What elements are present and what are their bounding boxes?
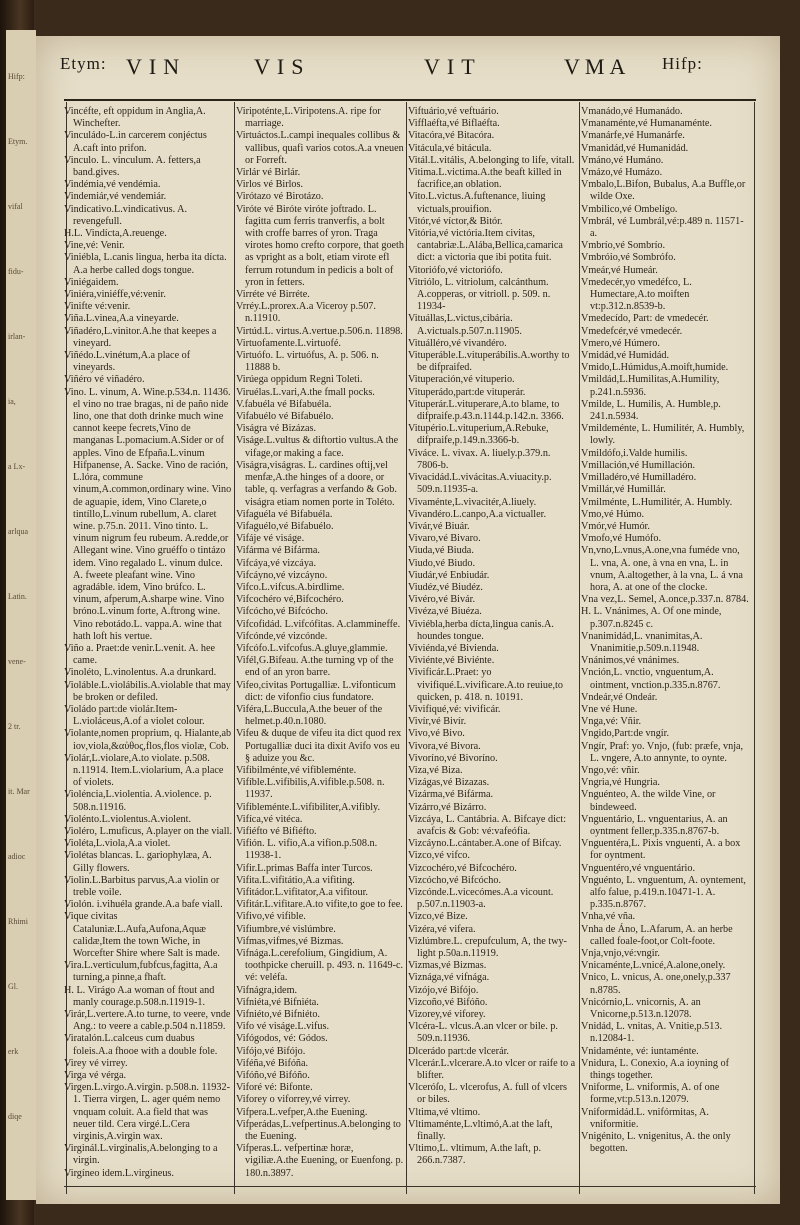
dictionary-entry: Virótazo vé Birotázo. bbox=[236, 191, 324, 203]
dictionary-entry: Vino. L. vinum, A. Wine.p.534.n. 11436. el vino no trae bragas, ni de paño nide lino, one that doth drinke much wine cannot keepe fecrets,Vino de manganas L.pomacium.A.Sider or of apples. Vino de Efpaña.L.vinum Hifpanense, A. Sacke. Vino de ración, L.lóra, commune vinum,A.common,ordinary wine. Vino de aguapie, idem, Vino Clarete,o tintíllo,L.vinum rubellum, A. claret wine. p.75.n. 2011. Vino tinto. L. vinum nigrum feu rubeum. A.redde,or Allegant wine. Vino gruéffo o tintázo idem. Vino regalado L. vinum dulce. A. fweete pleafant wine. Vino agradáble. idem, Vino brúfco. L. vinum, afperum,A.sharpe wine. Vino bróno.L.vinum forte, A.ftrong wine. Vino rebotádo.L. vappa.A. wine that hath loft his vertue. bbox=[64, 386, 232, 642]
dictionary-entry: Vizcochéro,vé Bifcochéro. bbox=[408, 862, 517, 874]
dictionary-entry: Vifpera.L.vefper,A.the Euening. bbox=[236, 1106, 368, 1118]
dictionary-entry: Vmedecér,yo vmedéfco, L. Humectare,A.to moiften vt:p.312.n.8539-b. bbox=[581, 276, 692, 313]
dictionary-entry: Vltimaménte,L.vltimó,A.at the laft, finally. bbox=[408, 1118, 553, 1143]
dictionary-entry: Vifnága.L.cerefolium, Gingidium, A. toothpicke cheruill. p. 493. n. 11649-c. vé: veléfa. bbox=[236, 948, 404, 984]
dictionary-entry: Virlos vé Birlos. bbox=[236, 179, 304, 191]
dictionary-entry: Vizorey,vé viforey. bbox=[408, 1009, 486, 1021]
dictionary-entry: Vniformidád.L. vnifórmitas, A. vniformitie. bbox=[581, 1106, 709, 1130]
dictionary-entry: Vitoriófo,vé victoriófo. bbox=[408, 264, 503, 276]
dictionary-entry: Vifárma vé Bifárma. bbox=[236, 545, 320, 557]
dictionary-entry: Viznága,vé vifnága. bbox=[408, 972, 490, 984]
dictionary-entry: Viuda,vé Biuda. bbox=[408, 545, 474, 557]
dictionary-entry: Vifflaéfta,vé Biflaéfta. bbox=[408, 118, 500, 130]
dictionary-entry: H. L. Vnánimes, A. Of one minde, p.307.n.8245 c. bbox=[581, 606, 722, 630]
previous-page-fragment: irlan- bbox=[8, 332, 26, 341]
dictionary-entry: Vindemiár,vé vendemiár. bbox=[64, 191, 167, 203]
dictionary-entry: Virtuáctos.L.campi inequales collibus & vallibus, quafi varios cotos.A.a vneuen or Forreft. bbox=[236, 130, 404, 166]
dictionary-entry: Vifcáyno,vé vizcáyno. bbox=[236, 569, 328, 581]
dictionary-entry: Vifóño,vé Bifóño. bbox=[236, 1070, 310, 1082]
dictionary-entry: Vmildeménte, L. Humilitér, A. Humbly, lowly. bbox=[581, 423, 745, 447]
dictionary-entry: Vmázo,vé Humázo. bbox=[581, 167, 663, 179]
dictionary-entry: Viniébla, L.canis lingua, herba ita dícta. A.a herbe called dogs tongue. bbox=[64, 252, 227, 276]
dictionary-entry: Vmero,vé Húmero. bbox=[581, 337, 660, 349]
dictionary-entry: Vmido,L.Húmidus,A.moift,humide. bbox=[581, 362, 729, 374]
dictionary-entry: Vnicórnio,L. vnicornis, A. an Vnicorne,p.513.n.12078. bbox=[581, 996, 701, 1021]
dictionary-entry: Vitima.L.victima.A.the beaft killed in facrifice,an oblation. bbox=[408, 167, 562, 191]
column-3 bbox=[408, 106, 576, 1168]
previous-page-fragment: fidu- bbox=[8, 267, 24, 276]
dictionary-entry: Vincéfte, eft oppidum in Anglia,A. Winchefter. bbox=[64, 106, 206, 130]
column-rule bbox=[234, 102, 235, 1194]
dictionary-entry: Viripoténte,L.Viripotens.A. ripe for marriage. bbox=[236, 106, 381, 130]
previous-page-edge bbox=[6, 30, 36, 1200]
dictionary-entry: Vnguénto, L. vnguentum, A. oyntement, alfo falue, p.419.n.10471-1. A. p.335.n.8767. bbox=[581, 874, 746, 911]
dictionary-entry: Vnidura, L. Conexio, A.a ioyning of things together. bbox=[581, 1057, 729, 1082]
dictionary-entry: Viságra,viságras. L. cardines oftij,vel menfæ,A.the hinges of a doore, or table, q. verfagras a verfando & Gob. viságra etiam nomen porte in Toléto. bbox=[236, 459, 397, 508]
dictionary-entry: Vitupério.L.vituperium,A.Rebuke, difpraife,p.149.n.3366-b. bbox=[408, 423, 549, 447]
dictionary-entry: Violénto.L.violentus.A.violent. bbox=[64, 813, 191, 825]
dictionary-entry: Vnidaménte, vé: iuntaménte. bbox=[581, 1045, 699, 1057]
dictionary-entry: Vmbróio,vé Sombrófo. bbox=[581, 252, 676, 264]
dictionary-entry: Vnguentéra,L. Pixis vnguenti, A. a box for oyntment. bbox=[581, 838, 741, 862]
dictionary-entry: Vnicaménte,L.vnicé,A.alone,onely. bbox=[581, 960, 726, 972]
dictionary-entry: Viviébla,herba dícta,lingua canis.A. houndes tongue. bbox=[408, 618, 554, 642]
dictionary-entry: Vinculo. L. vinculum. A. fetters,a band.gives. bbox=[64, 154, 201, 179]
dictionary-entry: Vmillación,vé Humillación. bbox=[581, 459, 696, 471]
dictionary-entry: Vivár,vé Biuár. bbox=[408, 520, 470, 532]
dictionary-entry: Vmáno,vé Humáno. bbox=[581, 154, 664, 166]
dictionary-entry: Vivaménte,L.vivacitér,A.liuely. bbox=[408, 496, 537, 508]
dictionary-entry: Viviénte,vé Biviénte. bbox=[408, 655, 495, 667]
dictionary-entry: Violádo part:de violár.Item-L.violáceus,A.of a violet colour. bbox=[64, 703, 205, 728]
dictionary-entry: Viudéz,vé Biudéz. bbox=[408, 581, 483, 593]
dictionary-entry: Vifógodos, vé: Gódos. bbox=[236, 1033, 328, 1045]
dictionary-entry: Vivora,vé Bivora. bbox=[408, 740, 481, 752]
dictionary-entry: Vmillár,vé Humillár. bbox=[581, 484, 666, 496]
dictionary-entry: Viudo,vé Biudo. bbox=[408, 557, 476, 569]
dictionary-entry: Vmanádo,vé Humanádo. bbox=[581, 106, 683, 117]
dictionary-entry: Vifmas,vifmes,vé Bizmas. bbox=[236, 935, 344, 947]
dictionary-entry: Viftuário,vé veftuário. bbox=[408, 106, 499, 117]
previous-page-fragment: a Lx- bbox=[8, 462, 26, 471]
dictionary-entry: Vifitár.L.vifitare.A.to vifite,to goe to fee. bbox=[236, 899, 403, 911]
dictionary-entry: Vmbrál, vé Lumbrál,vé:p.489 n. 11571-a. bbox=[581, 215, 744, 240]
dictionary-entry: Vngír, Praf: yo. Vnjo, (fub: præfe, vnja, L. vngere, A.to annynte, to oynte. bbox=[581, 740, 744, 764]
dictionary-entry: Violétas blancas. L. gariophylæa, A. Gilly flowers. bbox=[64, 850, 212, 874]
dictionary-entry: Viságra vé Bizázas. bbox=[236, 423, 317, 435]
dictionary-entry: Viniéra,viniéffe,vé:venir. bbox=[64, 289, 166, 301]
dictionary-entry: Vifcócho,vé Bifcócho. bbox=[236, 606, 328, 618]
dictionary-entry: Vngo,vé: vñir. bbox=[581, 764, 640, 776]
dictionary-entry: Vlcéra-L. vlcus.A.an vlcer or bile. p. 509.n.11936. bbox=[408, 1021, 558, 1045]
dictionary-entry: Vituperádo,part:de vituperár. bbox=[408, 386, 526, 398]
dictionary-entry: Vmór,vé Humór. bbox=[581, 520, 650, 532]
dictionary-entry: Viniégaidem. bbox=[64, 276, 119, 288]
dictionary-entry: Vifcófo.L.vifcofus.A.gluye,glammie. bbox=[236, 642, 388, 654]
dictionary-entry: Vivo,vé Bivo. bbox=[408, 728, 465, 740]
dictionary-entry: Vifiumbre,vé vislúmbre. bbox=[236, 923, 336, 935]
dictionary-entry: Vmanárfe,vé Humanárfe. bbox=[581, 130, 685, 142]
dictionary-entry: V.fabuéla vé Bifabuéla. bbox=[236, 398, 332, 410]
dictionary-entry: Vito.L.victus.A.fuftenance, liuing victuals,prouifion. bbox=[408, 191, 546, 215]
dictionary-entry: Vinifte vé:venir. bbox=[64, 301, 131, 313]
dictionary-entry: Vindémia,vé vendémia. bbox=[64, 179, 161, 191]
dictionary-entry: Virúega oppidum Regni Toleti. bbox=[236, 374, 363, 386]
dictionary-entry: Violón. i.vihuéla grande.A.a bafe viall. bbox=[64, 899, 223, 911]
dictionary-entry: Vifir.L.primas Baffa inter Turcos. bbox=[236, 862, 373, 874]
dictionary-entry: Violár,L.violare,A.to violate. p.508. n.11914. Item.L.violarium, A.a place of violets. bbox=[64, 752, 224, 789]
dictionary-entry: Vmanaménte,vé Humanaménte. bbox=[581, 118, 712, 130]
dictionary-entry: Virgen.L.virgo.A.virgin. p.508.n. 11932-1. Tierra virgen, L. ager quém nemo vnquam coluit. A.a field that was neuer tild. Cera virgé.L.Cera virginis,A.virgin wax. bbox=[64, 1082, 230, 1143]
dictionary-entry: Vmedefcér,vé vmedecér. bbox=[581, 325, 683, 337]
column-rule bbox=[406, 102, 407, 1194]
column-rule bbox=[579, 102, 580, 1194]
dictionary-entry: Viróte vé Biróte viróte joftrado. L. fagitta cum ferris tranverfis, a bolt with croffe barres of yron. Traga virotes homo crefto corpore, that goeth as vpright as a bolt, etiam virote efl ferrum rotundum in pedicis a bolt of yron in fetters. bbox=[236, 203, 404, 288]
dictionary-entry: Vizco,vé vifco. bbox=[408, 850, 470, 862]
dictionary-entry: Vituállas,L.victus,cibária. A.victuals.p.507.n.11905. bbox=[408, 313, 522, 337]
dictionary-entry: Vizcáya, L. Cantábria. A. Bifcaye dict: avafcis & Gob: vé:vafeófia. bbox=[408, 813, 567, 837]
dictionary-entry: Vmedecído, Part: de vmedecér. bbox=[581, 313, 709, 325]
dictionary-entry: H. L. Virágo A.a woman of ftout and manly courage.p.508.n.11919-1. bbox=[64, 984, 215, 1008]
dictionary-entry: Vitál.L.vitális, A.belonging to life, vitall. bbox=[408, 154, 575, 166]
dictionary-entry: Vmilménte, L.Humilitér, A. Humbly. bbox=[581, 496, 733, 508]
dictionary-entry: Vnanimidád,L. vnanimitas,A. Vnanimitie,p.509.n.11948. bbox=[581, 630, 703, 654]
dictionary-entry: Vindicativo.L.vindicativus. A. revengefull. bbox=[64, 203, 188, 227]
header-vit: VIT bbox=[424, 54, 482, 79]
dictionary-entry: Vituperár.L.vituperare,A.to blame, to difpraife.p.43.n.1144.p.142.n. 3366. bbox=[408, 398, 564, 423]
dictionary-entry: Vivaro,vé Bivaro. bbox=[408, 533, 481, 545]
previous-page-fragment: Hifp: bbox=[8, 72, 25, 81]
dictionary-entry: Vltimo,L. vltimum, A.the laft, p. 266.n.7387. bbox=[408, 1143, 541, 1167]
dictionary-entry: Viña.L.vinea,A.a vineyarde. bbox=[64, 313, 179, 325]
dictionary-entry: Vngria,vé Hungria. bbox=[581, 777, 660, 789]
dictionary-entry: Vizéra,vé vifera. bbox=[408, 923, 476, 935]
dictionary-entry: Vizcónde.L.vicecómes.A.a vicount. p.507.n.11903-a. bbox=[408, 887, 554, 911]
dictionary-entry: Virginál.L.virginalis,A.belonging to a virgin. bbox=[64, 1143, 218, 1167]
dictionary-entry: Violéta,L.viola,A.a violet. bbox=[64, 838, 171, 850]
dictionary-entry: Vifo vé viságe.L.vifus. bbox=[236, 1021, 330, 1033]
dictionary-entry: Vifcónde,vé vizcónde. bbox=[236, 630, 328, 642]
dictionary-entry: Viudár,vé Enbiudár. bbox=[408, 569, 490, 581]
dictionary-entry: Vifitádor.L.vifitator,A.a vifitour. bbox=[236, 887, 368, 898]
dictionary-entry: Vifaguélo,vé Bifabuélo. bbox=[236, 520, 334, 532]
dictionary-entry: Vifita.L.vifitátio,A.a vifiting. bbox=[236, 874, 355, 886]
dictionary-entry: Vmbalo,L.Bifon, Bubalus, A.a Buffle,or wilde Oxe. bbox=[581, 179, 746, 203]
dictionary-entry: Vizágas,vé Bizazas. bbox=[408, 777, 490, 789]
dictionary-entry: Vmo,vé Húmo. bbox=[581, 508, 645, 520]
header-vin: VIN bbox=[126, 54, 187, 79]
column-rule bbox=[754, 102, 755, 1194]
dictionary-entry: Vique civitas Cataluniæ.L.Aufa,Aufona,Aquæ calidæ,Item the town Wiche, in Worcefter Shire where Salt is made. bbox=[64, 911, 220, 960]
previous-page-fragment: erk bbox=[8, 1047, 19, 1056]
dictionary-entry: Vizco,vé Bize. bbox=[408, 911, 468, 923]
dictionary-entry: Viforé vé: Bifonte. bbox=[236, 1082, 313, 1094]
dictionary-entry: Vizárro,vé Bizárro. bbox=[408, 801, 487, 813]
dictionary-entry: Vnidád, L. vnitas, A. Vnitie,p.513. n.12084-1. bbox=[581, 1021, 723, 1045]
dictionary-entry: Vifivo,vé vifible. bbox=[236, 911, 306, 923]
dictionary-entry: Virtuófo. L. virtuófus, A. p. 506. n. 11888 b. bbox=[236, 350, 379, 374]
dictionary-entry: Vifibilménte,vé vifibleménte. bbox=[236, 764, 357, 776]
dictionary-entry: Vlcerár.L.vlcerare.A.to vlcer or raife to a blifter. bbox=[408, 1057, 576, 1082]
dictionary-entry: Viñédo.L.vinétum,A.a place of vineyards. bbox=[64, 350, 191, 374]
dictionary-entry: Vnha de Áno, L.Afarum, A. an herbe called foale-foot,or Colt-foote. bbox=[581, 923, 733, 947]
header-vis: VIS bbox=[254, 54, 311, 79]
dictionary-entry: Vrréy.L.prorex.A.a Viceroy p.507. n.11910. bbox=[236, 301, 376, 325]
dictionary-entry: Vmbrío,vé Sombrío. bbox=[581, 240, 666, 252]
dictionary-entry: Vizójo,vé Bifójo. bbox=[408, 984, 479, 996]
dictionary-entry: Viruélas.L.vari,A.the fmall pocks. bbox=[236, 386, 375, 398]
previous-page-fragment: 2 tr. bbox=[8, 722, 21, 731]
previous-page-fragment: ia, bbox=[8, 397, 16, 406]
dictionary-entry: Vitriólo, L. vitriolum, calcánthum. A.copperas, or vitrioll. p. 509. n. 11934- bbox=[408, 276, 551, 313]
dictionary-entry: Vivifiqué,vé: vivificár. bbox=[408, 703, 501, 715]
dictionary-entry: Virgíneo idem.L.virgineus. bbox=[64, 1167, 174, 1179]
dictionary-entry: Vnico, L. vnicus, A. one,onely,p.337 n.8785. bbox=[581, 972, 731, 996]
dictionary-entry: Vine,vé: Venir. bbox=[64, 240, 125, 252]
dictionary-entry: Vizlúmbre.L. crepufculum, A, the twy-light p.50a.n.11919. bbox=[408, 935, 567, 960]
dictionary-entry: Vitória,vé victória.Item civitas, cantabriæ.L.Alába,Bellica,camarica dict: a victoria que ibi potita fuit. bbox=[408, 228, 563, 264]
dictionary-entry: Vizcáyno.L.cántaber.A.one of Bifcay. bbox=[408, 838, 562, 850]
previous-page-fragment: vene- bbox=[8, 657, 26, 666]
dictionary-entry: Vnánimos,vé vnánimes. bbox=[581, 655, 680, 667]
dictionary-entry: Vira.L.verticulum,fubfcus,fagitta, A.a turning,a pinne,a fhaft. bbox=[64, 960, 218, 984]
dictionary-entry: Viságe.L.vultus & diftortio vultus.A the vifage,or making a face. bbox=[236, 435, 399, 459]
previous-page-fragment: Rhimi bbox=[8, 917, 29, 926]
header-etym: Etym: bbox=[60, 54, 107, 73]
dictionary-entry: Vmanidád,vé Humanidád. bbox=[581, 142, 689, 154]
dictionary-entry: Vngido,Part:de vngír. bbox=[581, 728, 670, 740]
dictionary-entry: Vifíble.L.vifibilis,A.vifible.p.508. n. 11937. bbox=[236, 777, 385, 801]
dictionary-entry: Virey vé virrey. bbox=[64, 1057, 128, 1069]
header-hisp: Hifp: bbox=[662, 54, 703, 73]
dictionary-entry: Vifójo,vé Bifójo. bbox=[236, 1045, 306, 1057]
dictionary-entry: Viza,vé Biza. bbox=[408, 764, 463, 776]
dictionary-entry: Vnguénteo, A. the wilde Vine, or bindeweed. bbox=[581, 789, 716, 813]
dictionary-entry: Vifibleménte.L.vifibiliter,A.vifibly. bbox=[236, 801, 381, 813]
dictionary-entry: Virtuofamente.L.virtuofé. bbox=[236, 337, 341, 349]
dictionary-entry: Vizcoño,vé Bifóño. bbox=[408, 996, 488, 1008]
dictionary-entry: Vifáje vé viságe. bbox=[236, 533, 305, 545]
header-rule bbox=[64, 99, 756, 101]
dictionary-entry: Vifnágra,idem. bbox=[236, 984, 298, 996]
dictionary-entry: Vifabuélo vé Bifabuélo. bbox=[236, 411, 334, 423]
dictionary-entry: H.L. Vindícta,A.reuenge. bbox=[64, 228, 167, 240]
dictionary-entry: Vifél,G.Bifeau. A.the turning vp of the end of an yron barre. bbox=[236, 655, 394, 679]
dictionary-entry: Vifaguéla vé Bifabuéla. bbox=[236, 508, 333, 520]
dictionary-entry: Violin.L.Barbitus parvus,A.a violin or treble voile. bbox=[64, 874, 220, 898]
dictionary-entry: Vivoríno,vé Bivoríno. bbox=[408, 752, 498, 764]
dictionary-entry: Vivéro,vé Bivár. bbox=[408, 594, 476, 606]
dictionary-entry: Vivificár.L.Praet: yo vivifiqué.L.vivificare.A.to reuiue,to quicken, p. 418. n. 10191. bbox=[408, 667, 563, 703]
dictionary-entry: Vivír,vé Bivír. bbox=[408, 716, 467, 728]
dictionary-entry: Virár,L.vertere.A.to turne, to veere, vnde Ang.: to veere a cable.p.504 n.11859. bbox=[64, 1009, 231, 1033]
dictionary-entry: Vna vez,L. Semel, A.once,p.337.n. 8784. bbox=[581, 594, 749, 606]
dictionary-entry: Violéro, L.muficus, A.player on the viall. bbox=[64, 825, 233, 837]
dictionary-entry: Vmildád,L.Humilitas,A.Humility, p.241.n.5936. bbox=[581, 374, 720, 398]
dictionary-entry: Vn,vno,L.vnus,A.one,vna fuméde vno, L. vna, A. one, à vna en vna, L. in vnum, A.altogether, à la vna, L. á vna hora, A. at one of the clocke. bbox=[581, 545, 743, 593]
dictionary-entry: Viñéro vé viñadéro. bbox=[64, 374, 145, 386]
dictionary-entry: Vitácula,vé bitácula. bbox=[408, 142, 492, 154]
previous-page-fragment: diqe bbox=[8, 1112, 22, 1121]
dictionary-entry: Vifiéfto vé Bifiéfto. bbox=[236, 825, 317, 837]
dictionary-entry: Vmilladéro,vé Humilladéro. bbox=[581, 472, 697, 484]
dictionary-entry: Vifíca,vé vitéca. bbox=[236, 813, 303, 825]
dictionary-entry: Vivacidád.L.vivácitas.A.viuacity.p. 509.n.11935-a. bbox=[408, 472, 552, 496]
dictionary-entry: Vitór,vé víctor,& Bitór. bbox=[408, 215, 503, 227]
dictionary-entry: Viféra,L.Buccula,A.the beuer of the helmet.p.40.n.1080. bbox=[236, 703, 383, 728]
dictionary-entry: Vnguentéro,vé vnguentário. bbox=[581, 862, 696, 874]
dictionary-entry: Vifperas.L. vefpertinæ horæ, vigiliæ.A.the Euening, or Euenfong. p. 180.n.3897. bbox=[236, 1143, 404, 1179]
dictionary-entry: Virréte vé Birréte. bbox=[236, 289, 310, 301]
dictionary-entry: Vifcofidád. L.vifcófitas. A.clammineffe. bbox=[236, 618, 401, 630]
dictionary-entry: Vmbilico,vé Ombelígo. bbox=[581, 203, 678, 215]
dictionary-entry: Viratalón.L.calceus cum duabus foleis.A.a fhooe with a double fole. bbox=[64, 1033, 218, 1057]
dictionary-entry: Vituálléro,vé vivandéro. bbox=[408, 337, 507, 349]
dictionary-entry: Violéncia,L.violentia. A.violence. p. 508.n.11916. bbox=[64, 789, 212, 813]
dictionary-entry: Vinoléto, L.vinolentus. A.a drunkard. bbox=[64, 667, 217, 679]
dictionary-entry: Vnga,vé: Vñir. bbox=[581, 716, 642, 728]
previous-page-fragment: Gl. bbox=[8, 982, 18, 991]
previous-page-fragment: Latin. bbox=[8, 592, 27, 601]
dictionary-entry: Viñadéro,L.vinitor.A.he that keepes a vineyard. bbox=[64, 325, 217, 349]
dictionary-entry: Violáble.L.violábilis.A.violable that may be broken or defiled. bbox=[64, 679, 231, 703]
dictionary-entry: Vifniéto,vé Bifniéto. bbox=[236, 1009, 320, 1021]
dictionary-entry: Vivéza,vé Biuéza. bbox=[408, 606, 482, 618]
dictionary-entry: Vltima,vé vltimo. bbox=[408, 1106, 481, 1118]
dictionary-entry: Viváce. L. vivax. A. liuely.p.379.n. 7806-b. bbox=[408, 447, 551, 471]
dictionary-entry: Vlceróſo, L. vlcerofus, A. full of vlcers or biles. bbox=[408, 1082, 567, 1106]
dictionary-entry: Vitacóra,vé Bitacóra. bbox=[408, 130, 495, 142]
dictionary-entry: Vne vé Hune. bbox=[581, 703, 638, 715]
previous-page-fragment: adioc bbox=[8, 852, 26, 861]
dictionary-entry: Vmofo,vé Humófo. bbox=[581, 533, 662, 545]
column-4 bbox=[581, 106, 749, 1155]
dictionary-entry: Vifcáya,vé vizcáya. bbox=[236, 557, 316, 569]
dictionary-entry: Viño a. Praet:de venir.L.venit. A. hee came. bbox=[64, 642, 216, 667]
dictionary-entry: Vniforme, L. vniformis, A. of one forme,vt:p.513.n.12079. bbox=[581, 1082, 720, 1106]
dictionary-entry: Vituperáble.L.vituperábilis.A.worthy to be difpraifed. bbox=[408, 350, 570, 374]
column-1 bbox=[64, 106, 232, 1180]
dictionary-entry: Virlár vé Birlár. bbox=[236, 167, 301, 179]
dictionary-entry: Viféña,vé Bifóña. bbox=[236, 1057, 309, 1069]
dictionary-entry: Viviénda,vé Bivienda. bbox=[408, 642, 499, 654]
dictionary-entry: Vnja,vnjo,vé:vngir. bbox=[581, 948, 660, 960]
dictionary-entry: Vifcochéro vé,Bifcochéro. bbox=[236, 594, 344, 606]
dictionary-entry: Virtúd.L. virtus.A.vertue.p.506.n. 11898. bbox=[236, 325, 403, 337]
dictionary-entry: Violante,nomen proprium, q. Hialante,ab ioν,viola,&αὐθος,flos,flos violæ, Cob. bbox=[64, 728, 232, 752]
previous-page-fragment: it. Mar bbox=[8, 787, 30, 796]
dictionary-entry: Vnguentário, L. vnguentarius, A. an oyntment feller,p.335.n.8767-b. bbox=[581, 813, 728, 837]
dictionary-entry: Vndeár,vé Ondeár. bbox=[581, 691, 658, 703]
dictionary-entry: Vizmas,vé Bizmas. bbox=[408, 960, 487, 972]
dictionary-entry: Vnigénito, L. vnigenitus, A. the only begotten. bbox=[581, 1131, 731, 1155]
dictionary-entry: Dlcerádo part:de vlcerár. bbox=[408, 1045, 509, 1057]
dictionary-entry: Vmeár,vé Humeár. bbox=[581, 264, 658, 276]
dictionary-entry: Vifperádas,L.vefpertinus.A.belonging to the Euening. bbox=[236, 1118, 401, 1143]
dictionary-entry: Vizárma,vé Bifárma. bbox=[408, 789, 494, 801]
dictionary-entry: Vifco.L.vifcus.A.birdlime. bbox=[236, 581, 345, 593]
column-2 bbox=[236, 106, 404, 1180]
dictionary-entry: Vinculádo-L.in carcerem conjéctus A.caft into prifon. bbox=[64, 130, 207, 154]
footer-rule bbox=[64, 1186, 756, 1187]
dictionary-entry: Vifión. L. vifio,A.a vifion.p.508.n. 11938-1. bbox=[236, 838, 378, 862]
previous-page-fragment: Etym. bbox=[8, 137, 28, 146]
dictionary-entry: Vifeo,civitas Portugalliæ. L.vifonticum dict: de vifonfio cius fundatore. bbox=[236, 679, 396, 703]
dictionary-entry: Viforey o viforrey,vé virrey. bbox=[236, 1094, 351, 1106]
dictionary-entry: Vnción,L. vnctio, vnguentum,A. ointment, vnction.p.335.n.8767. bbox=[581, 667, 721, 691]
dictionary-entry: Virga vé vérga. bbox=[64, 1070, 127, 1082]
dictionary-page bbox=[36, 36, 780, 1204]
previous-page-fragment: arlqua bbox=[8, 527, 28, 536]
dictionary-entry: Vnha,vé vña. bbox=[581, 911, 636, 923]
dictionary-entry: Vifeu & duque de vifeu ita dict quod rex Portugalliæ duci ita dixit Avifo vos eu § aduize you &c. bbox=[236, 728, 402, 764]
dictionary-entry: Vizcócho,vé Bifcócho. bbox=[408, 874, 502, 886]
header-vma: VMA bbox=[564, 54, 631, 79]
dictionary-entry: Vituperación,vé vituperio. bbox=[408, 374, 515, 386]
running-header bbox=[36, 36, 780, 82]
dictionary-entry: Vmildófo,i.Valde humilis. bbox=[581, 447, 688, 459]
previous-page-fragment: vifal bbox=[8, 202, 23, 211]
dictionary-entry: Vmilde, L. Humilis, A. Humble,p. 241.n.5934. bbox=[581, 398, 721, 423]
dictionary-entry: Vivandéro.L.canpo,A.a victualler. bbox=[408, 508, 546, 520]
dictionary-entry: Vifniéta,vé Bifniéta. bbox=[236, 996, 319, 1008]
dictionary-entry: Vmidád,vé Humidád. bbox=[581, 350, 669, 362]
